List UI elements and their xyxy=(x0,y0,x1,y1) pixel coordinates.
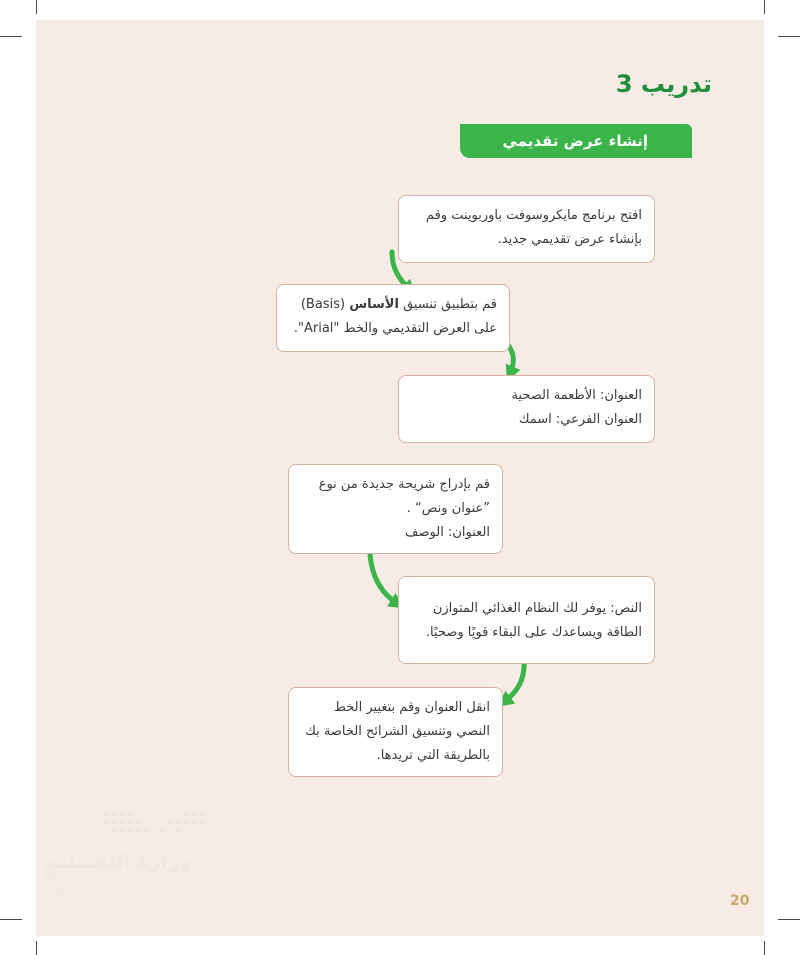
step-1-box xyxy=(398,195,655,263)
step-5-line-2: الطاقة ويساعدك على البقاء قويًا وصحيًا. xyxy=(425,625,642,640)
step-6-line-3: بالطريقة التي تريدها. xyxy=(376,748,490,763)
step-5-box xyxy=(398,576,655,664)
step-3-box xyxy=(398,375,655,443)
step-4-line-3: العنوان: الوصف xyxy=(405,525,490,540)
step-2-bold-term: الأساس xyxy=(349,297,399,312)
step-2-box xyxy=(276,284,510,352)
step-2-line-2: على العرض التقديمي والخط "Arial". xyxy=(293,321,497,336)
step-4-box xyxy=(288,464,503,554)
ministry-watermark xyxy=(44,808,224,912)
page-number: 20 xyxy=(730,893,750,909)
watermark-arabic: وزارة التعـــليم xyxy=(44,849,192,873)
step-2-text-b: (Basis) xyxy=(300,297,350,312)
banner-label: إنشاء عرض تقديمي xyxy=(502,132,648,150)
step-1-line-2: بإنشاء عرض تقديمي جديد. xyxy=(497,232,642,247)
step-1-line-1: افتح برنامج مايكروسوفت باوربوينت وقم xyxy=(425,208,642,223)
watermark-year: 2020 - 1442 xyxy=(44,884,111,898)
flow-arrow xyxy=(370,554,398,604)
step-4-line-1: قم بإدراج شريحة جديدة من نوع xyxy=(318,477,490,492)
step-2-line-1 xyxy=(289,293,497,317)
page-title: تدريب 3 xyxy=(615,70,712,98)
step-3-line-1: العنوان: الأطعمة الصحية xyxy=(511,388,642,403)
step-5-line-1: النص: يوفر لك النظام الغذائي المتوازن xyxy=(432,601,642,616)
step-6-line-2: النصي وتنسيق الشرائح الخاصة بك xyxy=(305,724,490,739)
step-4-line-2: ”عنوان ونص“ . xyxy=(406,501,490,516)
ministry-logo-icon xyxy=(100,808,212,838)
watermark-english: Ministry of Education xyxy=(44,872,161,885)
step-2-text-a: قم بتطبيق تنسيق xyxy=(398,297,497,312)
step-3-line-2: العنوان الفرعي: اسمك xyxy=(518,412,642,427)
step-6-box xyxy=(288,687,503,777)
step-6-line-1: انقل العنوان وقم بتغيير الخط xyxy=(333,700,490,715)
